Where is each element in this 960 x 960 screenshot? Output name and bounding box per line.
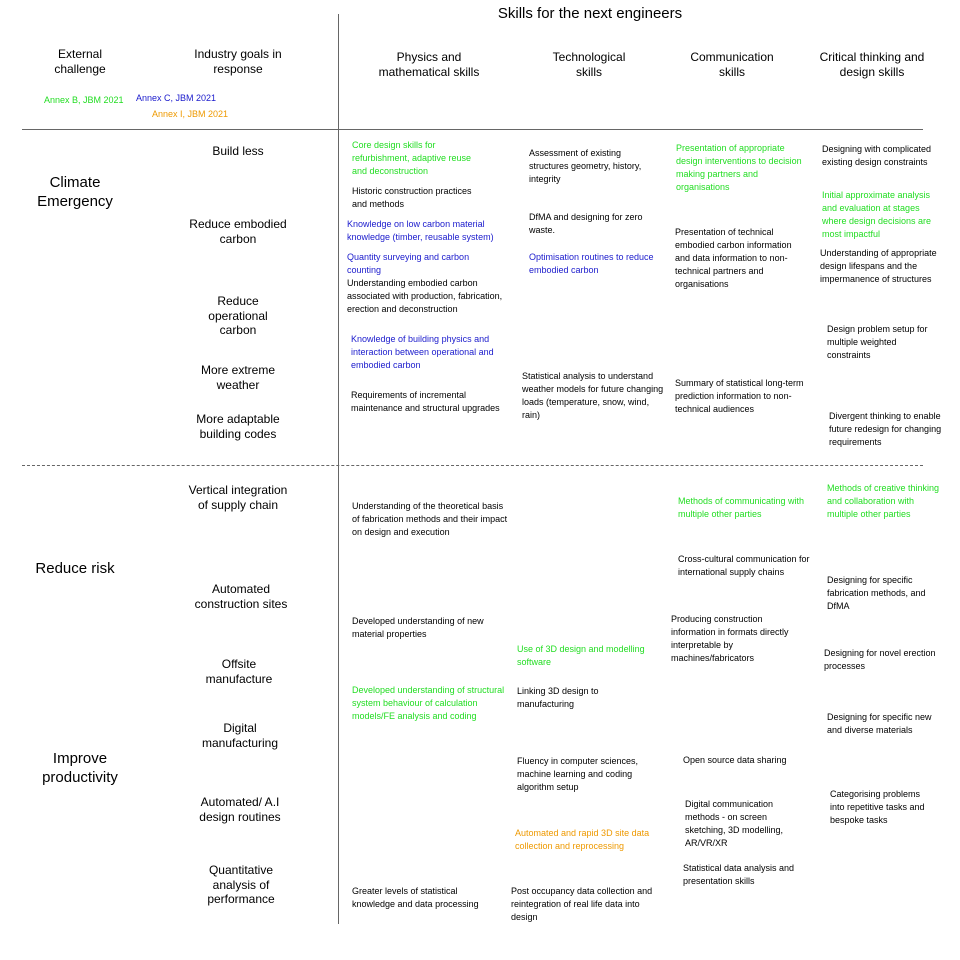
critical-thinking-skill: Designing for specific fabrication methods, and DfMA — [827, 575, 926, 611]
communication-skill: Statistical data analysis and presentation skills — [683, 863, 795, 886]
communication-skill: Open source data sharing — [683, 755, 787, 765]
communication-skill: Cross-cultural communication for international supply chains — [678, 554, 810, 577]
critical-thinking-skill: Methods of creative thinking and collaboration with multiple other parties — [827, 483, 940, 519]
goal-vertical-integration: Vertical integration of supply chain — [188, 483, 288, 512]
communication-skill: Presentation of appropriate design interventions to decision making partners and organisations — [676, 143, 802, 192]
technological-skill: Statistical analysis to understand weather models for future changing loads (temperature, snow, wind, rain) — [522, 371, 664, 420]
goal-build-less: Build less — [212, 144, 264, 158]
legend-annex-b: Annex B, JBM 2021 — [44, 95, 124, 105]
physics-skill: Historic construction practices and methods — [352, 186, 472, 209]
header-external-challenge: External challenge — [54, 47, 106, 76]
legend-annex-c: Annex C, JBM 2021 — [136, 93, 217, 103]
physics-skill: Developed understanding of structural system behaviour of calculation models/FE analysis and coding — [352, 685, 505, 721]
critical-thinking-skill: Understanding of appropriate design lifespans and the impermanence of structures — [820, 248, 937, 284]
goal-more-extreme-weather: More extreme weather — [200, 363, 276, 392]
header-critical-thinking-skills: Critical thinking and design skills — [819, 50, 925, 79]
technological-skill: Linking 3D design to manufacturing — [517, 686, 599, 709]
physics-skill: Knowledge on low carbon material knowledge (timber, reusable system) — [347, 219, 494, 242]
technological-skill: Assessment of existing structures geometry, history, integrity — [529, 148, 642, 184]
physics-skill: Developed understanding of new material properties — [352, 616, 484, 639]
communication-skill: Digital communication methods - on screen sketching, 3D modelling, AR/VR/XR — [685, 799, 784, 848]
critical-thinking-skill: Categorising problems into repetitive tasks and bespoke tasks — [830, 789, 925, 825]
technological-skill: DfMA and designing for zero waste. — [529, 212, 643, 235]
physics-skill: Knowledge of building physics and interaction between operational and embodied carbon — [351, 334, 494, 370]
physics-skill: Core design skills for refurbishment, adaptive reuse and deconstruction — [352, 140, 472, 176]
critical-thinking-skill: Designing with complicated existing design constraints — [822, 144, 932, 167]
critical-thinking-skill: Divergent thinking to enable future redesign for changing requirements — [829, 411, 942, 447]
goal-digital-manufacturing: Digital manufacturing — [201, 721, 279, 750]
critical-thinking-skill: Design problem setup for multiple weighted constraints — [827, 324, 928, 360]
goal-offsite-manufacture: Offsite manufacture — [205, 657, 273, 686]
technological-skill: Fluency in computer sciences, machine learning and coding algorithm setup — [517, 756, 639, 792]
header-communication-skills: Communication skills — [690, 50, 774, 79]
challenge-improve-productivity: Improve productivity — [42, 750, 118, 786]
critical-thinking-skill: Initial approximate analysis and evaluation at stages where design decisions are most impactful — [822, 190, 932, 239]
goal-reduce-operational-carbon: Reduce operational carbon — [208, 294, 268, 337]
technological-skill: Use of 3D design and modelling software — [517, 644, 645, 667]
goal-quantitative-analysis: Quantitative analysis of performance — [207, 863, 275, 906]
communication-skill: Presentation of technical embodied carbon information and data information to non-technical partners and organisations — [675, 227, 792, 289]
physics-skill: Understanding of the theoretical basis of fabrication methods and their impact on design and execution — [352, 501, 508, 537]
critical-thinking-skill: Designing for specific new and diverse materials — [827, 712, 932, 735]
header-technological-skills: Technological skills — [552, 50, 626, 79]
communication-skill: Methods of communicating with multiple other parties — [678, 496, 805, 519]
diagram-title: Skills for the next engineers — [497, 5, 683, 22]
physics-skill: Greater levels of statistical knowledge and data processing — [352, 886, 479, 909]
technological-skill: Automated and rapid 3D site data collection and reprocessing — [515, 828, 650, 851]
critical-thinking-skill: Designing for novel erection processes — [824, 648, 936, 671]
goal-adaptable-building-codes: More adaptable building codes — [196, 412, 280, 441]
physics-skill: Quantity surveying and carbon counting — [347, 252, 470, 275]
header-physics-skills: Physics and mathematical skills — [378, 50, 480, 79]
header-industry-goals: Industry goals in response — [194, 47, 282, 76]
header-divider-vertical — [338, 14, 339, 924]
technological-skill: Post occupancy data collection and reintegration of real life data into design — [511, 886, 653, 922]
header-divider-horizontal — [22, 129, 923, 130]
goal-automated-construction-sites: Automated construction sites — [194, 582, 288, 611]
technological-skill: Optimisation routines to reduce embodied carbon — [529, 252, 654, 275]
legend-annex-i: Annex I, JBM 2021 — [152, 109, 229, 119]
challenge-climate-emergency: Climate Emergency — [37, 174, 113, 210]
goal-reduce-embodied-carbon: Reduce embodied carbon — [189, 217, 287, 246]
physics-skill: Understanding embodied carbon associated with production, fabrication, erection and deconstruction — [347, 278, 503, 314]
goal-ai-design-routines: Automated/ A.I design routines — [199, 795, 281, 824]
challenge-reduce-risk: Reduce risk — [35, 560, 115, 577]
communication-skill: Summary of statistical long-term prediction information to non-technical audiences — [675, 378, 804, 414]
section-divider-dashed — [22, 465, 923, 466]
communication-skill: Producing construction information in formats directly interpretable by machines/fabricators — [671, 614, 789, 663]
physics-skill: Requirements of incremental maintenance and structural upgrades — [351, 390, 500, 413]
